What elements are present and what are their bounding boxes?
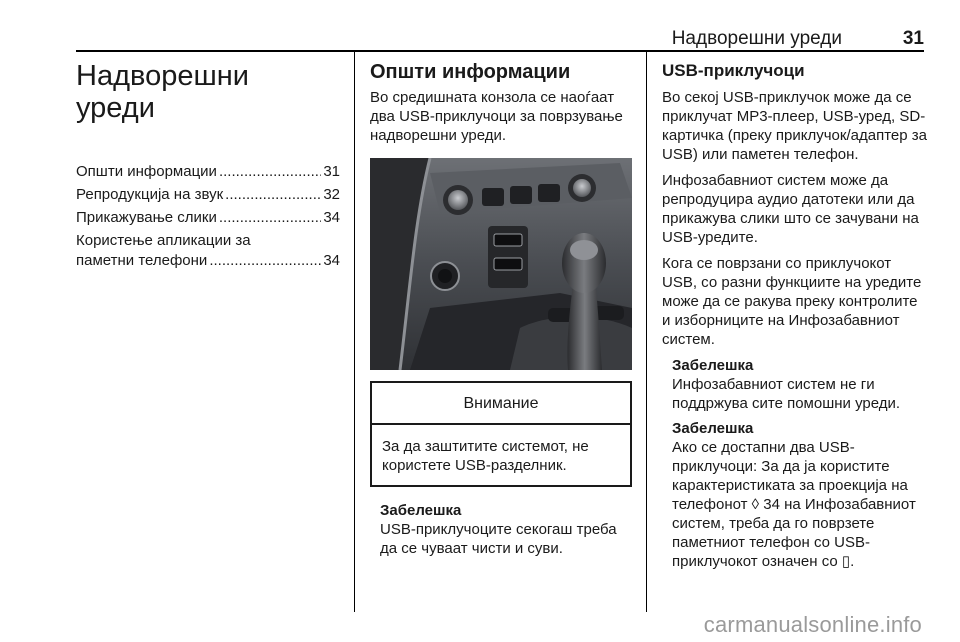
- note-not-supported: Забелешка Инфозабавниот систем не ги поддржува сите помошни уреди.: [672, 357, 901, 412]
- usb-paragraph-1: Во секој USB-приклучок може да се приклучат MP3-плеер, USB-уред, SD-картичка (преку приклучок/адаптер за USB) или паметен телефон.: [662, 89, 927, 163]
- general-info-column: [370, 60, 632, 564]
- usb-column: [662, 60, 930, 577]
- chapter-title: Надворешни уреди: [76, 60, 249, 124]
- toc-entry[interactable]: Општи информации ..... 31: [76, 162, 340, 182]
- toc-column: [76, 60, 340, 274]
- warning-box: [370, 381, 632, 487]
- watermark: carmanualsonline.info: [703, 612, 922, 637]
- general-intro: Во средишната конзола се наоѓаат два USB-приклучоци за поврзување надворешни уреди.: [370, 89, 623, 144]
- toc-entry[interactable]: Користење апликации за паметни телефони ..... 34: [76, 231, 340, 271]
- section-heading-general: Општи информации: [370, 61, 571, 83]
- warning-title: Внимание: [372, 383, 630, 425]
- column-divider-2: [646, 52, 647, 612]
- usb-port-symbol-icon: ▯: [841, 553, 851, 570]
- column-divider-1: [354, 52, 355, 612]
- header-rule: [76, 50, 924, 52]
- running-header-title: Надворешни уреди: [671, 28, 842, 49]
- warning-text: За да заштитите системот, не користете USB-разделник.: [382, 438, 589, 474]
- note-usb-clean: Забелешка USB-приклучоците секогаш треба да се чуваат чисти и суви.: [380, 502, 617, 557]
- page-reference-arrow-icon[interactable]: ◊: [751, 496, 760, 513]
- usb-paragraph-2: Инфозабавниот систем може да репродуцира аудио датотеки или да прикажува слики што се зачувани на USB-уредите.: [662, 172, 919, 246]
- toc-entry[interactable]: Прикажување слики ..... 34: [76, 208, 340, 228]
- toc-entry[interactable]: Репродукција на звук ..... 32: [76, 185, 340, 205]
- usb-paragraph-3: Кога се поврзани со приклучокот USB, со разни функциите на уредите може да се ракува преку контролите и изборниците на Инфозабавниот систем.: [662, 255, 922, 348]
- center-console-usb-photo: [370, 158, 632, 370]
- section-heading-usb: USB-приклучоци: [662, 61, 805, 80]
- note-phone-projection: Забелешка Ако се достапни два USB-приклучоци: За да ја користите карактеристиката за проекција на телефонот ◊ 34 на Инфозабавниот систем, треба да го поврзете паметниот телефон со USB-приклучокот означен со ▯.: [672, 420, 916, 570]
- page-number: 31: [902, 28, 924, 49]
